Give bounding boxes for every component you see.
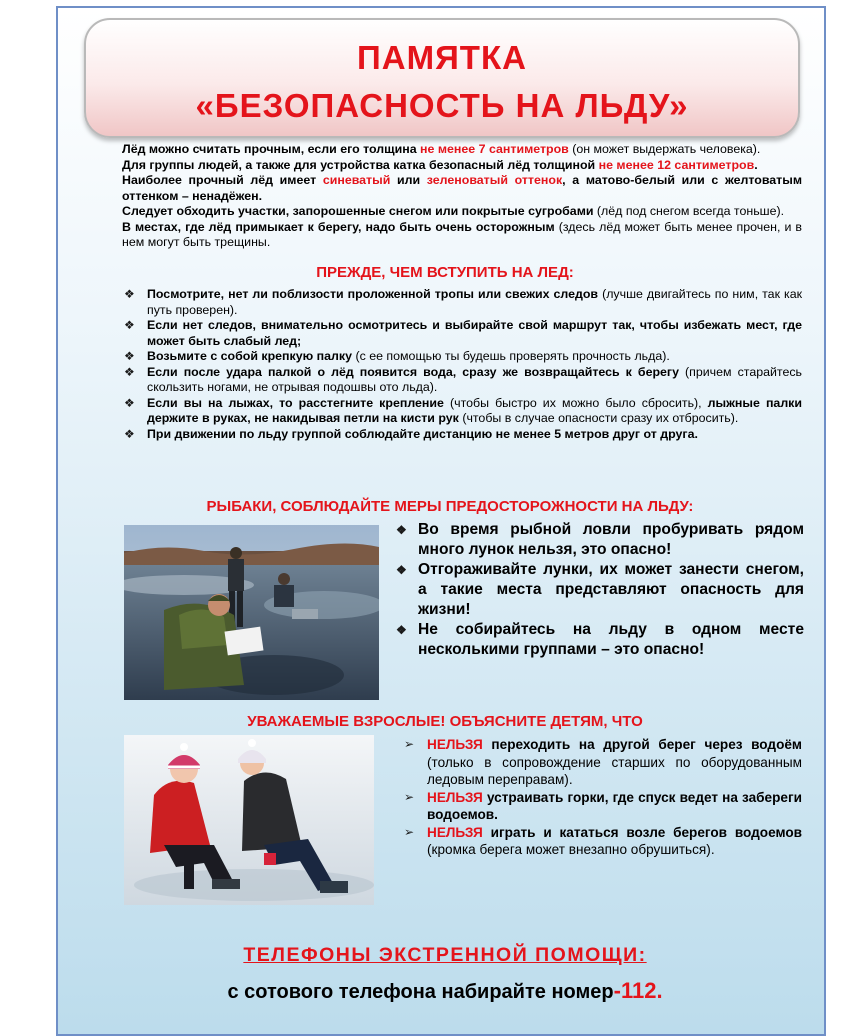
bullet-icon: ❖ — [396, 523, 407, 537]
bullet-icon: ➢ — [404, 737, 415, 751]
text-run: устраивать горки, где спуск ведет на забереги водоемов. — [427, 789, 802, 822]
bullet-icon: ❖ — [124, 318, 135, 332]
text-run: (кромка берега может внезапно обрушиться). — [427, 842, 715, 857]
bullet-icon: ➢ — [404, 824, 415, 839]
text-run: (здесь лёд может быть менее прочен, и в нем могут быть трещины. — [122, 219, 803, 249]
text-run: Возьмите с собой крепкую палку — [147, 349, 352, 363]
list-item — [122, 349, 802, 365]
text-run: переходить на другой берег через водоём — [482, 737, 802, 752]
intro-paragraph — [122, 204, 802, 220]
before-ice-list — [122, 287, 802, 442]
list-item — [402, 736, 802, 789]
bullet-icon: ❖ — [396, 623, 407, 637]
list-item — [402, 789, 802, 824]
text-run: В местах, где лёд примыкает к берегу, надо быть очень осторожным — [122, 219, 555, 234]
section-heading-fishermen: РЫБАКИ, СОБЛЮДАЙТЕ МЕРЫ ПРЕДОСТОРОЖНОСТИ НА ЛЬДУ: — [206, 498, 694, 515]
children-photo — [124, 735, 374, 905]
text-run: (лёд под снегом всегда тоньше). — [593, 204, 785, 218]
emergency-heading — [120, 944, 770, 967]
list-item — [402, 824, 802, 859]
text-run: (чтобы быстро их можно было сбросить), — [443, 395, 708, 410]
text-run: не менее 12 сантиметров — [598, 157, 755, 172]
text-run: . — [754, 157, 758, 172]
text-run: (чтобы в случае опасности сразу их отбросить). — [458, 411, 739, 425]
section-heading-children: УВАЖАЕМЫЕ ВЗРОСЛЫЕ! ОБЪЯСНИТЕ ДЕТЯМ, ЧТО — [247, 713, 643, 730]
text-run: (он может выдержать человека). — [568, 142, 761, 156]
text-run: Лёд можно считать прочным, если его толщина — [122, 142, 421, 156]
list-item — [122, 318, 802, 349]
list-item — [122, 396, 802, 427]
intro-paragraph — [122, 142, 802, 158]
text-run: играть и кататься возле берегов водоемов — [482, 824, 802, 840]
title-line-1: ПАМЯТКА — [357, 39, 527, 76]
text-run: НЕЛЬЗЯ — [427, 789, 483, 805]
text-run: (причем старайтесь скользить ногами, не отрывая подошвы ото льда). — [147, 364, 802, 394]
text-run: НЕЛЬЗЯ — [427, 737, 483, 752]
emergency-number: -112. — [613, 978, 663, 1003]
text-run: При движении по льду группой соблюдайте дистанцию не менее 5 метров друг от друга. — [147, 426, 698, 441]
fishermen-photo — [124, 525, 379, 700]
bullet-icon: ❖ — [396, 563, 407, 577]
bullet-icon: ❖ — [124, 349, 135, 363]
bullet-icon: ❖ — [124, 287, 135, 301]
text-run: Если после удара палкой о лёд появится вода, сразу же возвращайтесь к берегу — [147, 364, 679, 379]
text-run: (только в сопровождение старших по оборудованным ледовым переправам). — [427, 754, 802, 787]
text-run: Наиболее прочный лёд имеет — [122, 173, 323, 187]
bullet-icon: ➢ — [404, 789, 415, 804]
section-heading-before-ice: ПРЕЖДЕ, ЧЕМ ВСТУПИТЬ НА ЛЕД: — [316, 264, 574, 281]
text-run: лыжные палки держите в руках, не накидывая петли на кисти рук — [147, 395, 803, 425]
title-line-2: «БЕЗОПАСНОСТЬ НА ЛЬДУ» — [195, 87, 689, 124]
text-run: Если вы на лыжах, то расстегните крепление — [147, 395, 444, 410]
intro-paragraph — [122, 173, 802, 204]
text-run: Посмотрите, нет ли поблизости проложенной тропы или свежих следов — [147, 287, 599, 301]
emergency-heading-text: ТЕЛЕФОНЫ ЭКСТРЕННОЙ ПОМОЩИ: — [243, 944, 647, 966]
intro-text — [122, 142, 802, 251]
emergency-text: с сотового телефона набирайте номер — [227, 981, 614, 1003]
bullet-icon: ❖ — [124, 426, 135, 441]
list-item — [394, 620, 804, 660]
list-item-text: Не собирайтесь на льду в одном месте несколькими группами – это опасно! — [418, 621, 804, 658]
text-run: Следует обходить участки, запорошенные снегом или покрытые сугробами — [122, 204, 594, 218]
text-run: зеленоватый оттенок — [426, 173, 563, 187]
list-item — [122, 365, 802, 396]
text-run: , а матово-белый или с желтоватым оттенком – ненадёжен. — [122, 173, 802, 203]
bullet-icon: ❖ — [124, 364, 135, 379]
list-item — [122, 427, 802, 443]
title-banner — [84, 18, 800, 138]
children-list — [402, 736, 802, 859]
intro-paragraph — [122, 158, 802, 174]
text-run: синеватый — [322, 173, 391, 187]
text-run: (с ее помощью ты будешь проверять прочность льда). — [352, 349, 670, 363]
list-item — [394, 520, 804, 560]
text-run: Если нет следов, внимательно осмотритесь и выбирайте свой маршрут так, чтобы избежать мест, где может быть слабый лед; — [147, 318, 802, 348]
list-item-text: Во время рыбной ловли пробуривать рядом много лунок нельзя, это опасно! — [418, 521, 804, 558]
text-run: не менее 7 сантиметров — [420, 142, 569, 156]
text-run: (лучше двигайтесь по ним, так как путь проверен). — [147, 287, 803, 317]
emergency-line — [120, 978, 770, 1004]
list-item — [122, 287, 802, 318]
text-run: или — [390, 173, 427, 187]
text-run: НЕЛЬЗЯ — [427, 824, 483, 840]
intro-paragraph — [122, 220, 802, 251]
list-item-text: Отгораживайте лунки, их может занести снегом, а такие места представляют опасность для жизни! — [418, 561, 804, 618]
fishermen-list — [394, 520, 804, 660]
bullet-icon: ❖ — [124, 395, 135, 410]
list-item — [394, 560, 804, 620]
text-run: Для группы людей, а также для устройства катка безопасный лёд толщиной — [122, 157, 599, 172]
